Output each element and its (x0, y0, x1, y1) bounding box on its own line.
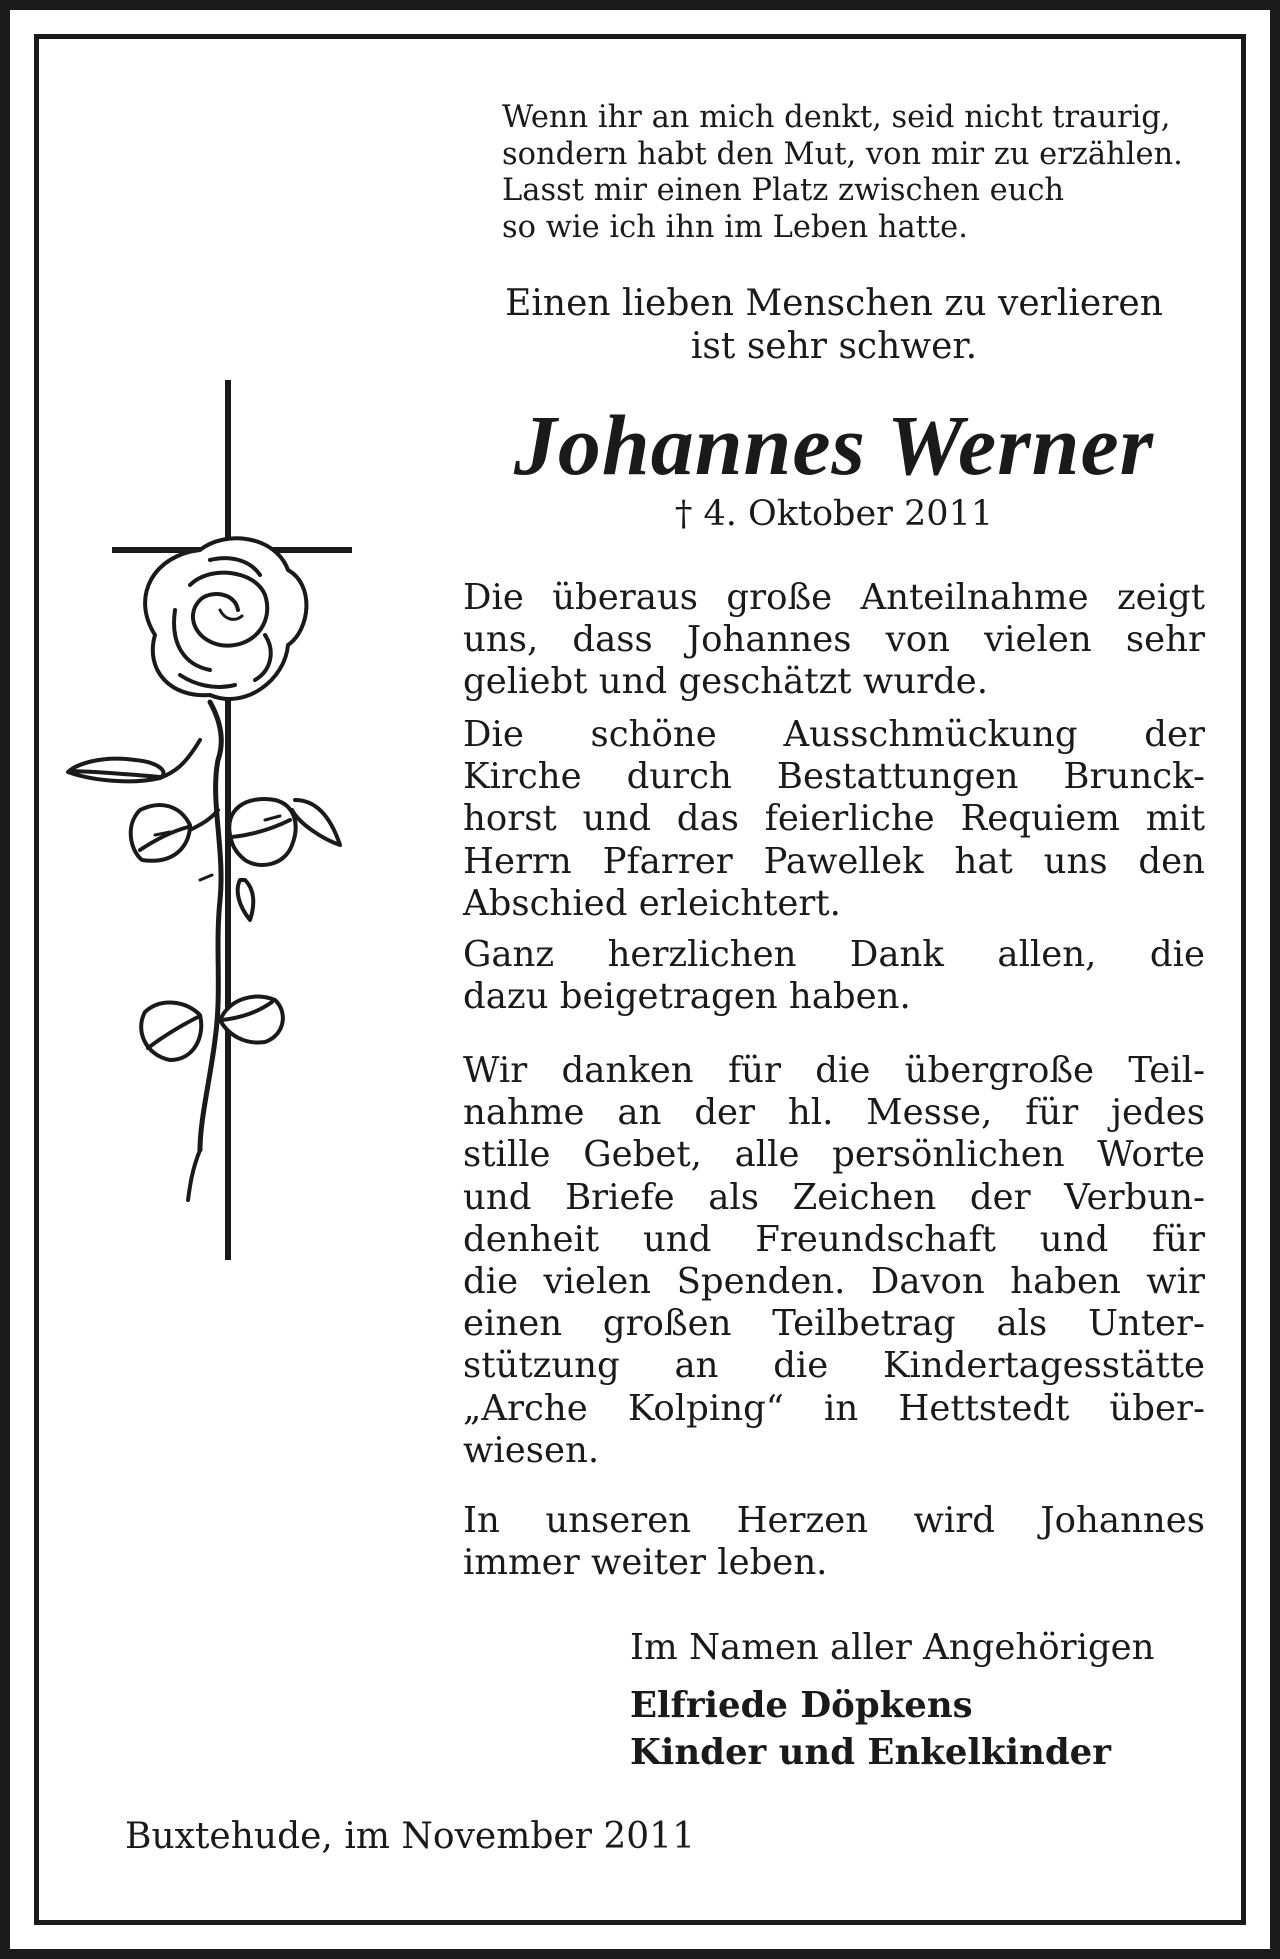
text-line: horst und das feierliche Requiem mit (463, 798, 1205, 840)
signature-lead: Im Namen aller Angehörigen (630, 1627, 1155, 1668)
signature-family: Kinder und Enkelkinder (630, 1732, 1111, 1773)
text-line: Ganz herzlichen Dank allen, die (463, 934, 1205, 975)
text-line: stützung an die Kindertagesstätte (463, 1345, 1205, 1387)
paragraph-donations (463, 1050, 1205, 1472)
intro-line: Einen lieben Menschen zu verlieren (505, 283, 1163, 324)
motto-line: Lasst mir einen Platz zwischen euch (502, 173, 1065, 208)
paragraph-memory (463, 1500, 1205, 1584)
text-line: die vielen Spenden. Davon haben wir (463, 1261, 1205, 1303)
deceased-name: Johannes Werner (513, 397, 1155, 493)
text-line: stille Gebet, alle persönlichen Worte (463, 1134, 1205, 1176)
paragraph-church (463, 714, 1205, 925)
cross-with-rose (60, 380, 380, 1270)
paragraph-condolence (463, 577, 1205, 704)
text-line: denheit und Freundschaft und für (463, 1218, 1205, 1260)
text-line: uns, dass Johannes von vielen sehr (463, 619, 1205, 661)
text-line: Herrn Pfarrer Pawellek hat uns den (463, 840, 1205, 882)
text-line: Die überaus große Anteilnahme zeigt (463, 577, 1205, 618)
intro-text (463, 282, 1205, 368)
text-line: und Briefe als Zeichen der Verbun- (463, 1176, 1205, 1218)
text-line: Die schöne Ausschmückung der (463, 714, 1205, 755)
signature-name: Elfriede Döpkens (630, 1685, 973, 1726)
text-line: einen großen Teilbetrag als Unter- (463, 1303, 1205, 1345)
text-line: In unseren Herzen wird Johannes (463, 1500, 1205, 1541)
place-date: Buxtehude, im November 2011 (125, 1816, 695, 1857)
text-line: immer weiter leben. (463, 1542, 828, 1584)
rose-icon (68, 538, 340, 1200)
text-line: geliebt und geschätzt wurde. (463, 661, 989, 703)
text-line: Wir danken für die übergroße Teil- (463, 1050, 1205, 1091)
text-line: „Arche Kolping“ in Hettstedt über- (463, 1387, 1205, 1429)
death-date: † 4. Oktober 2011 (674, 494, 994, 534)
motto-line: so wie ich ihn im Leben hatte. (502, 209, 968, 245)
paragraph-thanks (463, 934, 1205, 1018)
text-line: nahme an der hl. Messe, für jedes (463, 1092, 1205, 1134)
text-line: wiesen. (463, 1429, 600, 1471)
intro-line: ist sehr schwer. (690, 326, 978, 367)
text-line: Abschied erleichtert. (463, 882, 841, 924)
text-line: dazu beigetragen haben. (463, 976, 911, 1018)
motto-poem (502, 100, 1222, 246)
motto-line: Wenn ihr an mich denkt, seid nicht traurig, (502, 100, 1171, 135)
motto-line: sondern habt den Mut, von mir zu erzählen. (502, 136, 1183, 172)
text-line: Kirche durch Bestattungen Brunck- (463, 756, 1205, 798)
